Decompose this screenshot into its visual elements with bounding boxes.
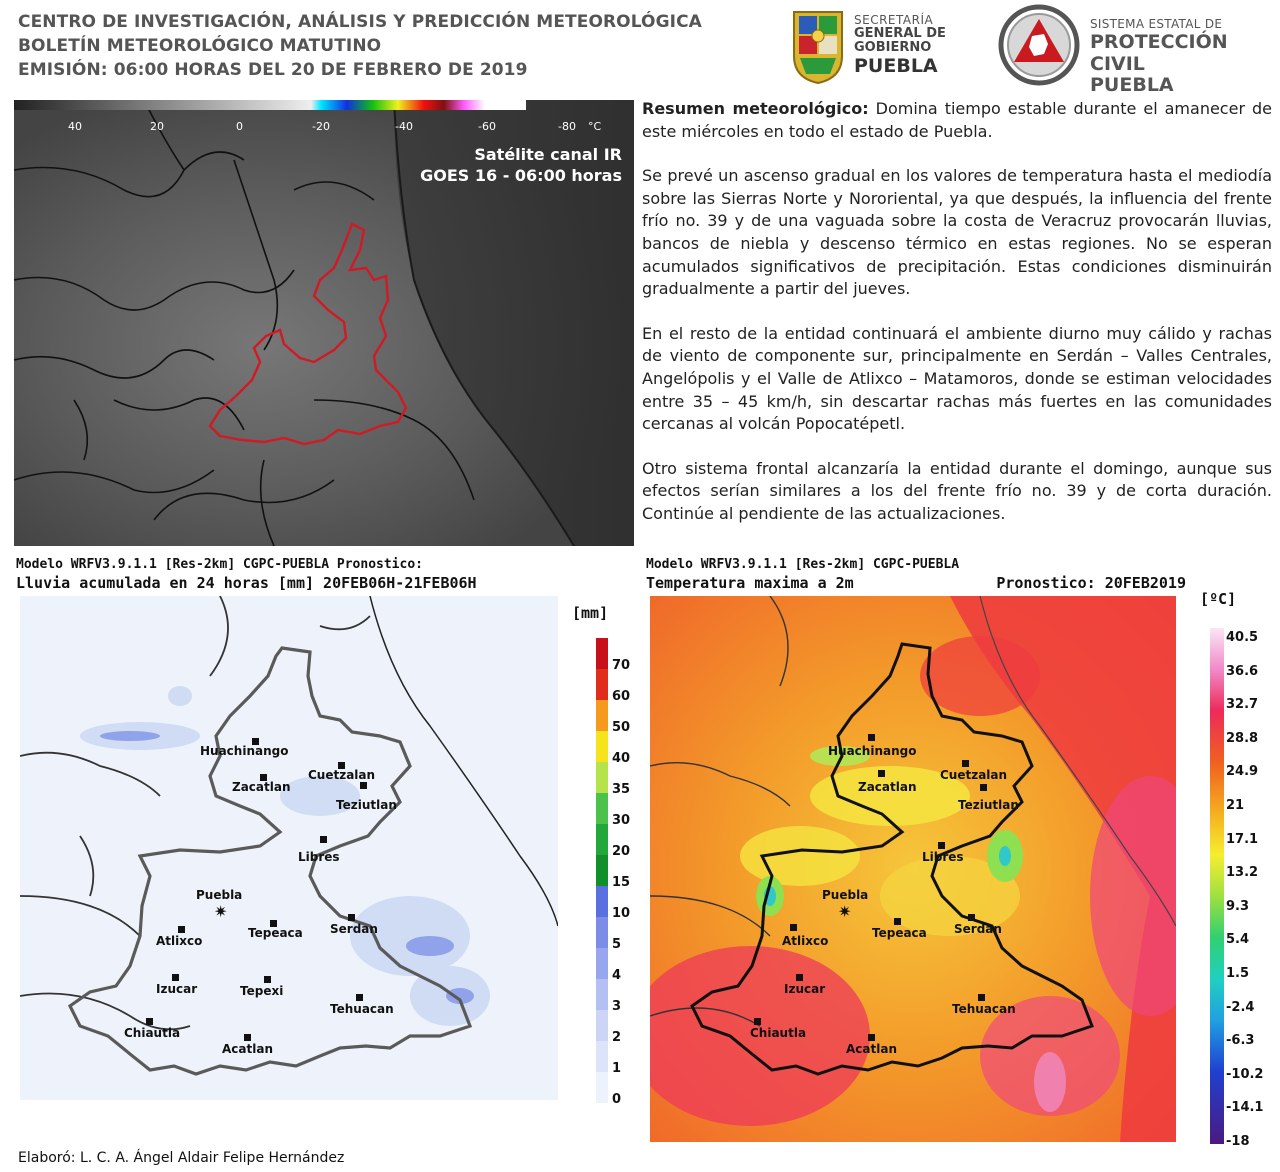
temp-legend-label: 5.4 [1226, 932, 1250, 948]
rain-legend-swatch [596, 917, 608, 948]
city-marker [178, 926, 185, 933]
satellite-label [420, 144, 622, 186]
rain-model-line: Modelo WRFV3.9.1.1 [Res-2km] CGPC-PUEBLA Pronostico: [16, 557, 423, 572]
satellite-ir-image [14, 100, 634, 546]
rain-legend-label: 40 [612, 751, 631, 766]
sat-tick: -20 [312, 120, 330, 133]
rain-map [20, 596, 558, 1100]
rain-legend-swatch [596, 1010, 608, 1041]
sat-tick: 40 [68, 120, 82, 133]
proteccion-civil-logo [998, 4, 1278, 96]
temp-legend-label: -18 [1226, 1134, 1250, 1149]
temperature-map [650, 596, 1176, 1142]
temp-legend-label: 13.2 [1226, 865, 1259, 881]
sat-tick: 0 [236, 120, 243, 133]
city-marker [894, 918, 901, 925]
rain-legend-swatch [596, 1041, 608, 1072]
city-label: Acatlan [846, 1042, 897, 1056]
city-label: Izucar [784, 982, 826, 996]
rain-legend-swatch [596, 638, 608, 669]
bulletin-header [18, 10, 718, 82]
city-marker [868, 1034, 875, 1041]
temp-title: Temperatura maxima a 2m [646, 574, 854, 592]
city-marker [264, 976, 271, 983]
city-label: Tepeaca [248, 926, 303, 940]
rain-legend-swatch [596, 855, 608, 886]
rain-legend-swatch [596, 700, 608, 731]
temp-model-line: Modelo WRFV3.9.1.1 [Res-2km] CGPC-PUEBLA [646, 557, 960, 572]
rain-legend-swatch [596, 886, 608, 917]
city-label: Tepexi [240, 984, 284, 998]
temp-title-row [646, 574, 1186, 593]
gobierno-line4: PUEBLA [854, 55, 938, 77]
satellite-scale-ticks [68, 120, 628, 134]
summary-paragraph-1: Resumen meteorológico: Domina tiempo estable durante el amanecer de este miércoles en todo el estado de Puebla. [642, 99, 1272, 141]
credit-line: Elaboró: L. C. A. Ángel Aldair Felipe Hernández [18, 1150, 345, 1166]
city-marker [796, 974, 803, 981]
temp-legend-label: -14.1 [1226, 1100, 1264, 1116]
city-label: Libres [922, 850, 964, 864]
gobierno-line1: SECRETARÍA [854, 13, 934, 27]
city-label: Cuetzalan [940, 768, 1008, 782]
rain-legend-label: 5 [612, 937, 622, 952]
temp-legend-label: 1.5 [1226, 966, 1250, 981]
sat-tick: °C [588, 120, 602, 133]
gobierno-line3: GOBIERNO [854, 40, 932, 55]
rain-title: Lluvia acumulada en 24 horas [mm] 20FEB06H-21FEB06H [16, 574, 477, 592]
rain-legend-swatch [596, 793, 608, 824]
city-label: Atlixco [782, 934, 829, 948]
city-label: Serdan [330, 922, 378, 936]
city-marker [348, 914, 355, 921]
summary-paragraph-4: Otro sistema frontal alcanzaría la entidad durante el domingo, aunque sus efectos serían similares a los del frente frío no. 39 y de corta duración. Continúe al pendiente de las actualizaciones. [642, 458, 1272, 523]
city-label: Puebla [822, 888, 869, 902]
rain-legend-label: 70 [612, 658, 631, 673]
summary-paragraph-2: Se prevé un ascenso gradual en los valores de temperatura hasta el mediodía sobre las Sierras Norte y Nororiental, ya que después, la influencia del frente frío no. 39 y de una vaguada sobre la costa de Veracruz provocarán lluvias, bancos de niebla y descenso térmico en estas regiones. No se esperan acumulados significativos de precipitación. Estas condiciones disminuirán gradualmente a partir del jueves. [642, 166, 1272, 299]
city-label: Izucar [156, 982, 198, 996]
header-institution: CENTRO DE INVESTIGACIÓN, ANÁLISIS Y PREDICCIÓN METEOROLÓGICA [18, 12, 702, 32]
rain-legend-swatch [596, 669, 608, 700]
temp-legend-label: 21 [1226, 798, 1245, 813]
temp-color-bar [1210, 628, 1224, 1144]
city-marker [978, 994, 985, 1001]
city-label: Chiautla [750, 1026, 807, 1040]
city-label: Cuetzalan [308, 768, 376, 782]
coat-of-arms-icon [790, 6, 846, 84]
summary-paragraph-3: En el resto de la entidad continuará el ambiente diurno muy cálido y rachas de viento de componente sur, principalmente en Serdán – Valles Centrales, Angelópolis y el Valle de Atlixco – Matamoros, donde se estiman velocidades entre 35 – 45 km/h, sin descartar rachas más fuertes en las comunidades cercanas al volcán Popocatépetl. [642, 323, 1272, 434]
rain-legend-swatch [596, 731, 608, 762]
temp-legend-label: 40.5 [1226, 630, 1259, 645]
pc-line2: PROTECCIÓN CIVIL [1090, 31, 1228, 75]
rain-legend-label: 15 [612, 875, 631, 890]
rain-legend-swatch [596, 1072, 608, 1103]
temp-forecast-date: Pronostico: 20FEB2019 [996, 574, 1186, 592]
rain-legend-label: 50 [612, 720, 631, 735]
sat-tick: -80 [558, 120, 576, 133]
city-marker [360, 782, 367, 789]
city-label: Huachinango [200, 744, 289, 758]
civil-protection-icon [998, 4, 1080, 86]
sat-tick: -60 [478, 120, 496, 133]
rain-legend-label: 0 [612, 1092, 622, 1107]
city-label: Atlixco [156, 934, 203, 948]
temp-legend-label: 36.6 [1226, 663, 1259, 679]
city-marker [320, 836, 327, 843]
temp-legend-label: 17.1 [1226, 831, 1259, 847]
temp-legend-label: 32.7 [1226, 697, 1259, 713]
temperature-color-scale [14, 100, 526, 110]
rain-legend-label: 4 [612, 968, 622, 983]
city-marker [980, 784, 987, 791]
rain-forecast-panel [16, 556, 636, 1116]
city-marker [754, 1018, 761, 1025]
rain-legend-label: 20 [612, 844, 631, 859]
rain-legend-label: 35 [612, 782, 631, 797]
gobierno-puebla-logo [790, 6, 990, 86]
temp-legend-label: 28.8 [1226, 730, 1259, 746]
city-label: Tepeaca [872, 926, 927, 940]
summary-title: Resumen meteorológico: [642, 99, 869, 118]
meteorological-summary [642, 98, 1272, 548]
city-label: Zacatlan [232, 780, 291, 794]
rain-legend-label: 1 [612, 1061, 622, 1076]
puebla-star-icon: ✷ [214, 902, 228, 921]
city-marker [878, 770, 885, 777]
satellite-time: GOES 16 - 06:00 horas [420, 166, 622, 185]
rain-legend-label: 10 [612, 906, 631, 921]
city-label: Huachinango [828, 744, 917, 758]
rain-legend-label: 3 [612, 999, 622, 1014]
rain-legend-unit: [mm] [572, 604, 609, 622]
city-label: Serdan [954, 922, 1002, 936]
header-emission: EMISIÓN: 06:00 HORAS DEL 20 DE FEBRERO DE 2019 [18, 60, 528, 80]
city-label: Acatlan [222, 1042, 273, 1056]
city-label: Teziutlan [336, 798, 397, 812]
temp-legend-label: -6.3 [1226, 1033, 1255, 1049]
satellite-channel: Satélite canal IR [474, 145, 622, 164]
city-marker [868, 734, 875, 741]
rain-legend-label: 60 [612, 689, 631, 704]
temp-legend-unit: [ºC] [1200, 590, 1237, 608]
pc-line1: SISTEMA ESTATAL DE [1090, 17, 1223, 31]
rain-legend-swatch [596, 979, 608, 1010]
sat-tick: -40 [395, 120, 413, 133]
rain-legend-swatch [596, 948, 608, 979]
temp-legend-label: -2.4 [1226, 999, 1255, 1015]
city-marker [172, 974, 179, 981]
city-label: Puebla [196, 888, 243, 902]
header-bulletin-type: BOLETÍN METEOROLÓGICO MATUTINO [18, 36, 382, 56]
city-marker [244, 1034, 251, 1041]
city-label: Chiautla [124, 1026, 181, 1040]
city-label: Teziutlan [958, 798, 1019, 812]
city-marker [356, 994, 363, 1001]
rain-legend-label: 30 [612, 813, 631, 828]
city-marker [962, 760, 969, 767]
city-marker [790, 924, 797, 931]
rain-legend-label: 2 [612, 1030, 622, 1045]
temp-legend-label: 24.9 [1226, 764, 1259, 780]
gobierno-line2: GENERAL DE [854, 26, 946, 41]
city-marker [938, 842, 945, 849]
city-label: Libres [298, 850, 340, 864]
city-label: Zacatlan [858, 780, 917, 794]
temp-legend-label: -10.2 [1226, 1066, 1264, 1082]
rain-legend-swatch [596, 762, 608, 793]
rain-legend-swatch [596, 824, 608, 855]
city-label: Tehuacan [952, 1002, 1016, 1016]
puebla-star-icon: ✷ [838, 902, 852, 921]
pc-line3: PUEBLA [1090, 74, 1174, 96]
sat-tick: 20 [150, 120, 164, 133]
temperature-forecast-panel [646, 556, 1276, 1149]
temp-legend-label: 9.3 [1226, 898, 1250, 914]
city-marker [146, 1018, 153, 1025]
city-marker [968, 914, 975, 921]
city-label: Tehuacan [330, 1002, 394, 1016]
